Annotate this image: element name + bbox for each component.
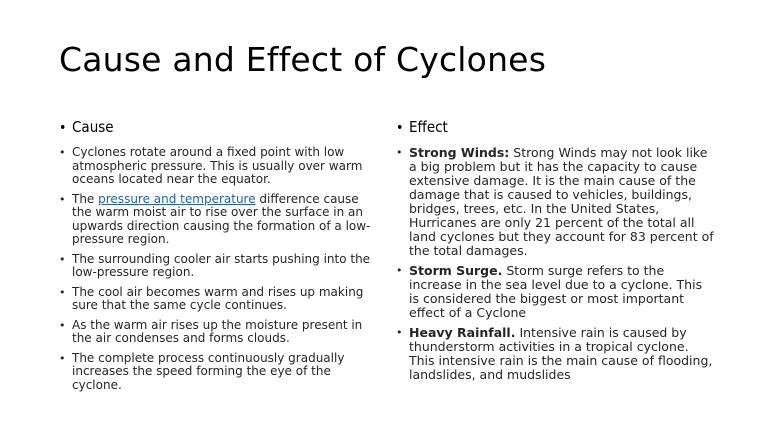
list-item: [59, 352, 377, 393]
list-item: [396, 264, 714, 320]
list-item-text: The cool air becomes warm and rises up making sure that the same cycle continues.: [72, 284, 364, 312]
list-item-text: Intensive rain is caused by thunderstorm activities in a tropical cyclone. This intensive rain is the main cause of flooding, landslides, and mudslides: [409, 325, 713, 382]
list-item-text: The surrounding cooler air starts pushing into the low-pressure region.: [72, 251, 371, 279]
bullet-icon: •: [59, 318, 66, 332]
list-item: [59, 146, 377, 187]
effect-column: [396, 118, 714, 388]
cause-column: [59, 118, 377, 398]
list-item-text: Strong Winds may not look like a big problem but it has the capacity to cause extensive damage. It is the main cause of the damage that is caused to vehicles, buildings, bridges, trees, etc. In the United States, Hurricanes are only 21 percent of the total all land cyclones but they account for 83 percent of the total damages.: [409, 145, 714, 258]
list-item-text: The: [72, 191, 99, 206]
list-item-label: Storm Surge.: [409, 263, 503, 278]
bullet-icon: •: [59, 192, 66, 206]
effect-heading-text: Effect: [409, 118, 448, 136]
bullet-icon: •: [59, 285, 66, 299]
list-item: [59, 193, 377, 247]
pressure-temperature-link[interactable]: pressure and temperature: [98, 191, 256, 206]
slide-title: Cause and Effect of Cyclones: [59, 40, 547, 79]
list-item-text: As the warm air rises up the moisture present in the air condenses and forms clouds.: [72, 317, 363, 345]
bullet-icon: •: [59, 146, 66, 159]
list-item-text: difference cause the warm moist air to rise over the surface in an upwards direction causing the formation of a low-pressure region.: [72, 191, 371, 246]
list-item-text: Cyclones rotate around a fixed point with low atmospheric pressure. This is usually over warm oceans located near the equator.: [72, 145, 363, 186]
bullet-icon: •: [59, 120, 67, 136]
bullet-icon: •: [59, 351, 66, 365]
bullet-icon: •: [396, 120, 404, 136]
cause-list: [59, 146, 377, 392]
list-item: [59, 253, 377, 280]
effect-heading: [396, 118, 714, 136]
list-item-text: Storm surge refers to the increase in the sea level due to a cyclone. This is considered the biggest or most important effect of a Cyclone: [409, 263, 703, 320]
list-item: [396, 146, 714, 258]
effect-list: [396, 146, 714, 382]
cause-heading: [59, 118, 377, 136]
bullet-icon: •: [396, 264, 403, 277]
cause-heading-text: Cause: [72, 118, 114, 136]
list-item-label: Strong Winds:: [409, 145, 510, 160]
bullet-icon: •: [396, 326, 403, 339]
list-item-label: Heavy Rainfall.: [409, 325, 516, 340]
bullet-icon: •: [396, 146, 403, 159]
bullet-icon: •: [59, 252, 66, 266]
list-item: [59, 286, 377, 313]
list-item: [396, 326, 714, 382]
list-item-text: The complete process continuously gradually increases the speed forming the eye of the cyclone.: [72, 350, 345, 392]
list-item: [59, 319, 377, 346]
